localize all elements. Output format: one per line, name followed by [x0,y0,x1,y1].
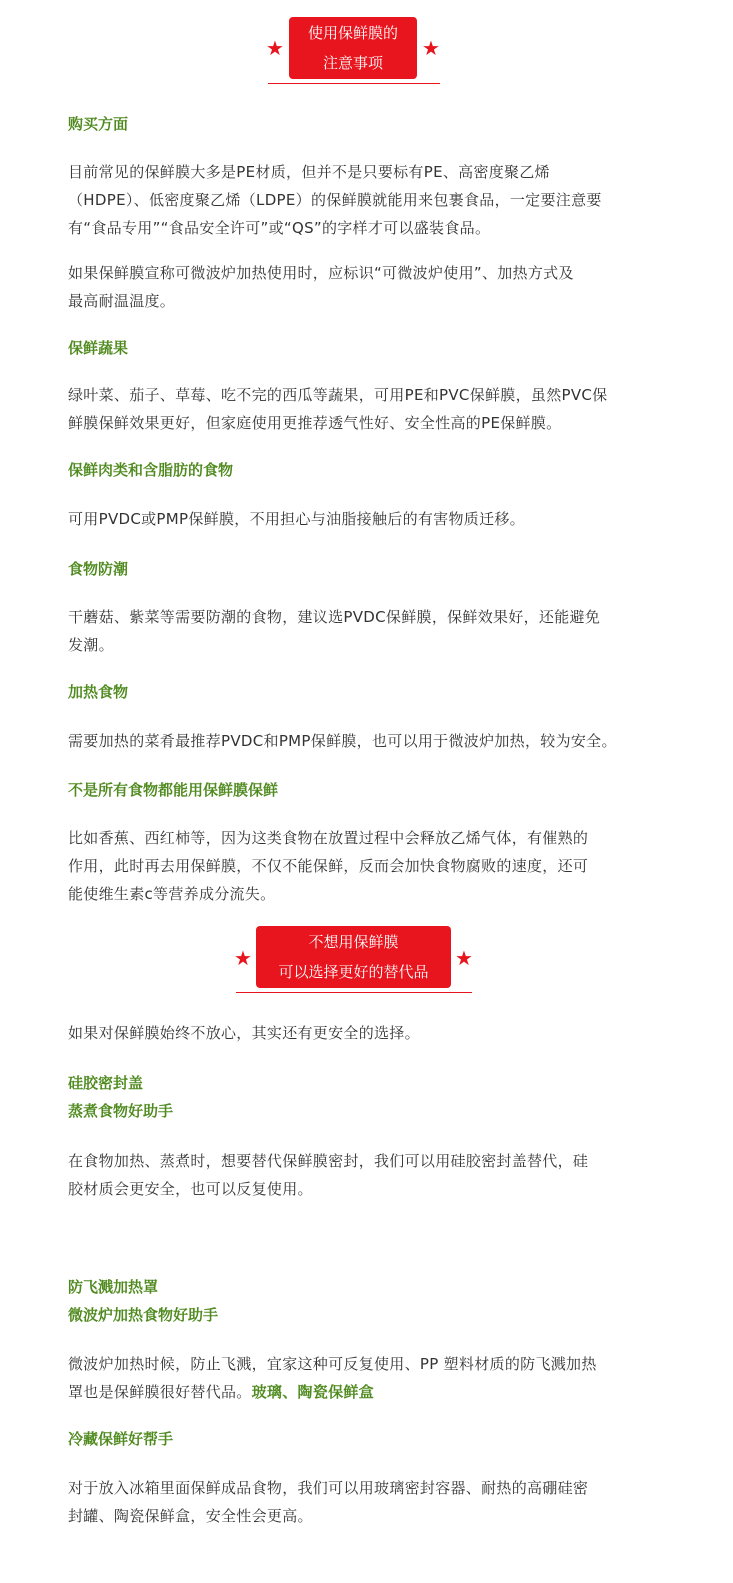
paragraph-buy-2: 如果保鲜膜宣称可微波炉加热使用时，应标识“可微波炉使用”、加热方式及 最高耐温温度。 [68,264,574,310]
heading-silicone-lid: 硅胶密封盖 [68,1074,144,1092]
banner-top-box [289,17,417,79]
paragraph-splash-cover-tail: 罩也是保鲜膜很好替代品。 [68,1383,252,1401]
banner-alternatives-line1: 不想用保鲜膜 [308,933,399,951]
paragraph-refrigeration: 对于放入冰箱里面保鲜成品食物，我们可以用玻璃密封容器、耐热的高硼硅密 封罐、陶瓷保鲜盒，安全性会更高。 [68,1479,589,1525]
paragraph-splash-cover: 微波炉加热时候，防止飞溅，宜家这种可反复使用、PP 塑料材质的防飞溅加热 罩也是保鲜膜很好替代品。玻璃、陶瓷保鲜盒 [68,1355,597,1401]
paragraph-vegetables: 绿叶菜、茄子、草莓、吃不完的西瓜等蔬果，可用PE和PVC保鲜膜，虽然PVC保 鲜膜保鲜效果更好，但家庭使用更推荐透气性好、安全性高的PE保鲜膜。 [68,386,608,432]
heading-vegetables: 保鲜蔬果 [68,339,129,357]
banner-alternatives-line2: 可以选择更好的替代品 [278,963,429,981]
paragraph-silicone-lid: 在食物加热、蒸煮时，想要替代保鲜膜密封，我们可以用硅胶密封盖替代，硅 胶材质会更安全，也可以反复使用。 [68,1152,589,1198]
heading-heating: 加热食物 [68,683,129,701]
star-icon: ★ [455,946,473,970]
paragraph-alternatives-intro: 如果对保鲜膜始终不放心，其实还有更安全的选择。 [68,1024,420,1042]
banner-top-line1: 使用保鲜膜的 [307,24,398,42]
banner-top-underline [268,83,440,84]
heading-glass-ceramic-box: 玻璃、陶瓷保鲜盒 [251,1383,375,1401]
banner-alternatives-underline [236,992,472,993]
heading-splash-cover: 防飞溅加热罩 [68,1278,159,1296]
paragraph-not-all-food: 比如香蕉、西红柿等，因为这类食物在放置过程中会释放乙烯气体，有催熟的 作用，此时再去用保鲜膜，不仅不能保鲜，反而会加快食物腐败的速度，还可 能使维生素c等营养成分流失。 [68,829,589,903]
star-icon: ★ [266,36,284,60]
heading-splash-cover-sub: 微波炉加热食物好助手 [68,1306,219,1324]
banner-alternatives-box [256,926,451,988]
heading-refrigeration: 冷藏保鲜好帮手 [68,1430,174,1448]
paragraph-moisture: 干蘑菇、紫菜等需要防潮的食物，建议选PVDC保鲜膜，保鲜效果好，还能避免 发潮。 [68,608,601,654]
paragraph-heating: 需要加热的菜肴最推荐PVDC和PMP保鲜膜，也可以用于微波炉加热，较为安全。 [68,732,617,750]
paragraph-meat: 可用PVDC或PMP保鲜膜，不用担心与油脂接触后的有害物质迁移。 [68,510,525,528]
banner-top-line2: 注意事项 [322,54,383,72]
heading-not-all-food: 不是所有食物都能用保鲜膜保鲜 [68,781,279,799]
heading-meat: 保鲜肉类和含脂肪的食物 [68,461,234,479]
star-icon: ★ [422,36,440,60]
heading-moisture: 食物防潮 [68,560,129,578]
star-icon: ★ [234,946,252,970]
paragraph-buy-1: 目前常见的保鲜膜大多是PE材质，但并不是只要标有PE、高密度聚乙烯 （HDPE）、低密度聚乙烯（LDPE）的保鲜膜就能用来包裹食品，一定要注意要 有“食品专用”“食品安全许可”或“QS”的字样才可以盛装食品。 [68,163,602,237]
heading-buy: 购买方面 [68,115,129,133]
heading-silicone-lid-sub: 蒸煮食物好助手 [68,1102,174,1120]
